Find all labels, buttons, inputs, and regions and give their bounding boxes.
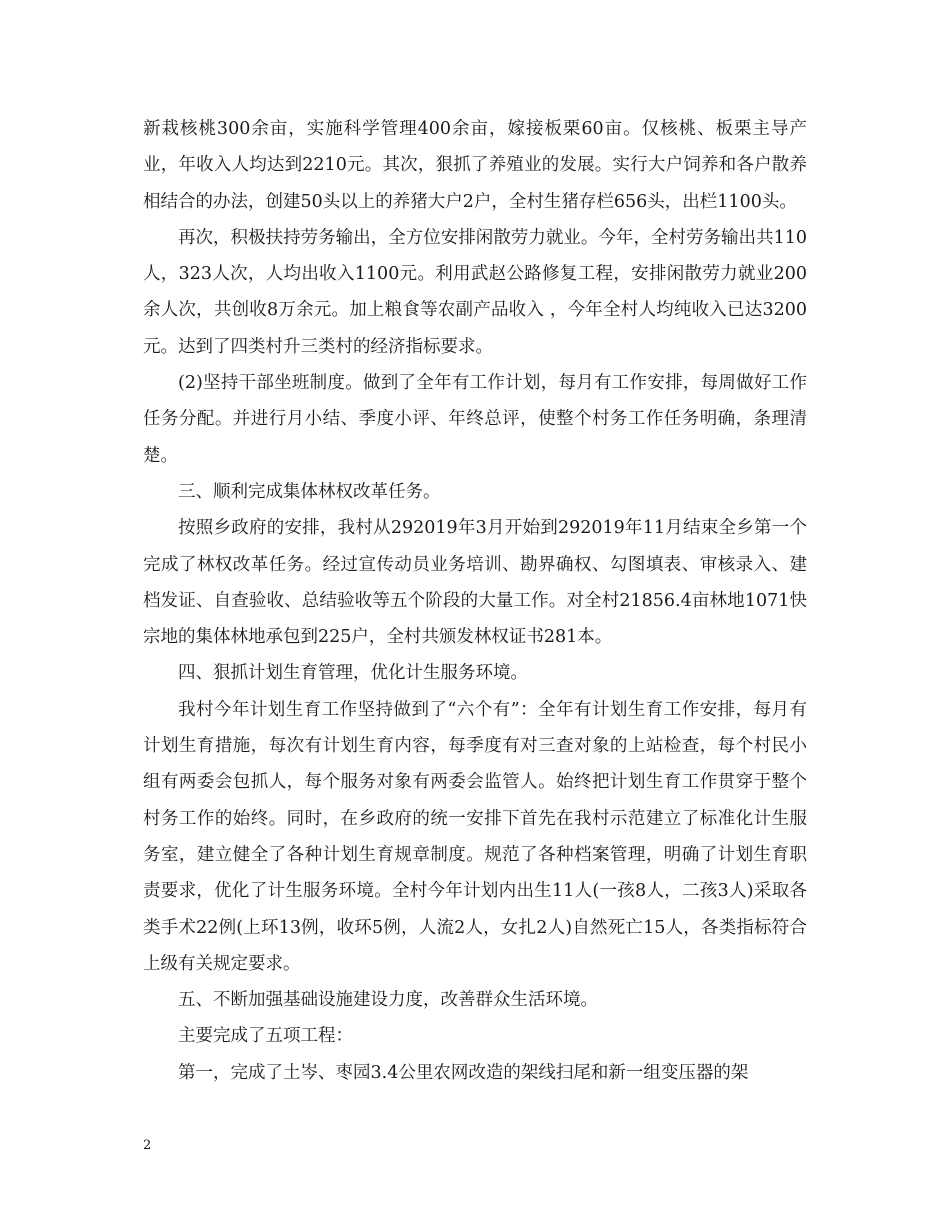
- paragraph-first-project: 第一，完成了土岑、枣园3.4公里农网改造的架线扫尾和新一组变压器的架: [178, 1062, 749, 1083]
- paragraph-family-planning: 我村今年计划生育工作坚持做到了“六个有”：全年有计划生育工作安排，每月有计划生育措施，每次有计划生育内容，每季度有对三查对象的上站检查，每个村民小组有两委会包抓人，每个服务对象有两委会监管人。始终把计划生育工作贯穿于整个村务工作的始终。同时，在乡政府的统一安排下首先在我村示范建立了标准化计生服务室，建立健全了各种计划生育规章制度。规范了各种档案管理，明确了计划生育职责要求，优化了计生服务环境。全村今年计划内出生11人(一孩8人，二孩3人)采取各类手术22例(上环13例，收环5例，人流2人，女扎2人)自然死亡15人，各类指标符合上级有关规定要求。: [143, 699, 807, 974]
- heading-infrastructure: 五、不断加强基础设施建设力度，改善群众生活环境。: [178, 990, 598, 1011]
- paragraph-cadre-duty: (2)坚持干部坐班制度。做到了全年有工作计划，每月有工作安排，每周做好工作任务分配。并进行月小结、季度小评、年终总评，使整个村务工作任务明确，条理清楚。: [143, 373, 807, 466]
- paragraph-labor-export: 再次，积极扶持劳务输出，全方位安排闲散劳力就业。今年，全村劳务输出共110人，323人次，人均出收入1100元。利用武赵公路修复工程，安排闲散劳力就业200余人次，共创收8万余元。加上粮食等农副产品收入 ，今年全村人均纯收入已达3200元。达到了四类村升三类村的经济指标要求。: [143, 227, 807, 357]
- paragraph-forest-reform: 按照乡政府的安排，我村从292019年3月开始到292019年11月结束全乡第一个完成了林权改革任务。经过宣传动员业务培训、勘界确权、勾图填表、审核录入、建档发证、自查验收、总结验收等五个阶段的大量工作。对全村21856.4亩林地1071快宗地的集体林地承包到225户，全村共颁发林权证书281本。: [143, 518, 807, 648]
- heading-forest-reform: 三、顺利完成集体林权改革任务。: [178, 481, 441, 502]
- heading-family-planning: 四、狠抓计划生育管理，优化计生服务环境。: [178, 663, 528, 684]
- paragraph-five-projects: 主要完成了五项工程：: [178, 1026, 353, 1047]
- page-number: 2: [143, 1138, 152, 1153]
- document-body: [143, 111, 807, 1091]
- paragraph-livestock: 新栽核桃300余亩，实施科学管理400余亩，嫁接板栗60亩。仅核桃、板栗主导产业，年收入人均达到2210元。其次，狠抓了养殖业的发展。实行大户饲养和各户散养相结合的办法，创建50头以上的养猪大户2户，全村生猪存栏656头，出栏1100头。: [143, 119, 807, 212]
